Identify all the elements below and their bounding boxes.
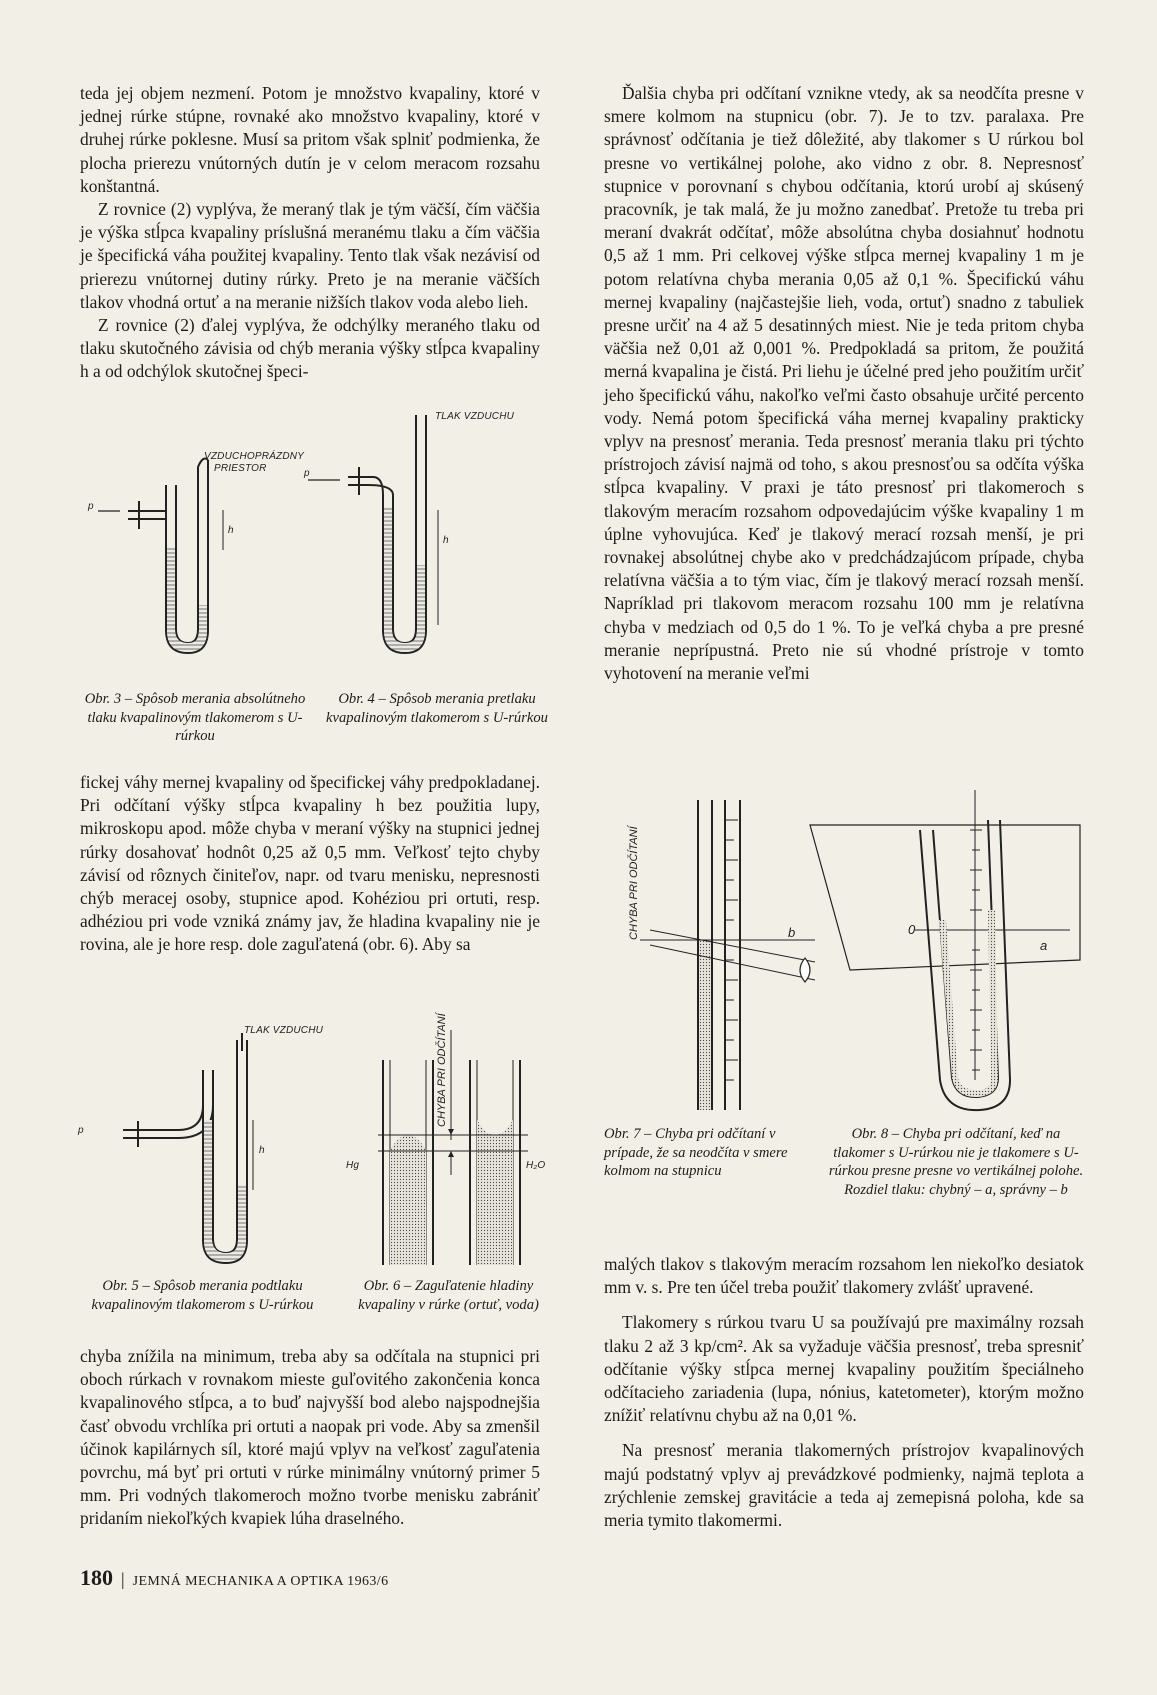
- fig6-mercury: [390, 1135, 426, 1265]
- right-column-bottom: [604, 1253, 1084, 1532]
- fig5-u-tube: [123, 1033, 253, 1263]
- paragraph: Ďalšia chyba pri odčítaní vznikne vtedy, ak sa neodčíta presne v smere kolmom na stupnicu (obr. 7). Je to tzv. paralaxa. Pre správnosť odčítania je tiež dôležité, aby tlakomer s U rúrkou bol presne vo vertikálnej polohe, ako vidno z obr. 8. Nepresnosť stupnice v porovnaní s chybou odčítania, ktorú urobí aj skúsený pracovník, je tak malá, že ju možno zanedbať. Pretože tu treba pri meraní dvakrát odčítať, môže absolútna chyba dosiahnuť hodnotu 0,5 až 1 mm. Pri celkovej výške stĺpca mernej kvapaliny 1 m je potom relatívna chyba merania 0,05 až 0,1 %. Špecifickú váhu mernej kvapaliny (najčastejšie lieh, voda, ortuť) snadno z tabuliek presne určiť na 4 až 5 desatinných miest. Nie je teda pritom chyba väčšia než 0,01 až 0,001 %. Predpokladá sa pritom, že použitá merná kvapalina je čistá. Pri liehu je účelné pred jeho použitím určiť jeho špecifickú váhu, nakoľko veľmi často obsahuje určité percento vody. Nemá potom špecifická váha mernej kvapaliny prakticky vplyv na presnosť merania. Teda presnosť merania tlaku pri týchto prístrojoch závisí najmä od toho, s akou presnosťou sa odčíta výška stĺpca kvapaliny. V praxi je táto presnosť pri tlakomeroch s tlakovým meracím rozsahom odpovedajúcim výške kvapaliny 1 m úplne vyhovujúca. Keď je tlakový merací rozsah menší, je pri rovnakej absolútnej chybe ako v predchádzajúcom prípade, chyba relatívna väčšia a to tým viac, čím je tlakový merací rozsah menší. Napríklad pri tlakovom meracom rozsahu 100 mm je relatívna chyba v medziach od 0,5 do 1 %. To je veľká chyba a pre presné meranie neprípustná. Preto nie sú vhodné prístroje v tomto vyhotovení na meranie veľmi: [604, 83, 1084, 684]
- paragraph: malých tlakov s tlakovým meracím rozsahom len niekoľko desiatok mm v. s. Pre ten účel treba použiť tlakomery zvlášť upravené.: [604, 1254, 1084, 1298]
- paragraph: Na presnosť merania tlakomerných prístrojov kvapalinových majú podstatný vplyv aj prevádzkové podmienky, najmä teplota a zrýchlenie zemskej gravitácie a teda aj zemepisná poloha, kde sa meria tymito tlakomermi.: [604, 1440, 1084, 1531]
- label-vzduchoprazdny: VZDUCHOPRÁZDNY: [204, 451, 305, 462]
- figure-3-4: [78, 411, 548, 685]
- fig3-liquid-left: [167, 547, 175, 632]
- page-footer: 180 | JEMNÁ MECHANIKA A OPTIKA 1963/6: [80, 1565, 389, 1590]
- label-h2o: H₂O: [526, 1160, 546, 1171]
- label-zero: 0: [908, 922, 916, 937]
- caption-fig4: Obr. 4 – Spôsob merania pretlaku kvapalinovým tlakomerom s U-rúrkou: [326, 691, 548, 726]
- label-b: b: [788, 925, 796, 940]
- u-tube-diagrams-3-4: [78, 415, 548, 685]
- u-tube-diagrams-5-6: [78, 1025, 548, 1275]
- label-tlak-vzduchu-lower: TLAK VZDUCHU: [244, 1025, 324, 1036]
- fig3-liquid-right: [199, 605, 207, 632]
- figure-5-6: [78, 1013, 548, 1275]
- label-p-fig5: p: [78, 1125, 84, 1136]
- right-column-top: [604, 82, 1084, 685]
- fig7-scale: [640, 820, 815, 1080]
- caption-fig7: Obr. 7 – Chyba pri odčítaní v prípade, že sa neodčíta v smere kolmom na stupnicu: [604, 1126, 788, 1179]
- journal-name: JEMNÁ MECHANIKA A OPTIKA 1963/6: [132, 1574, 389, 1589]
- caption-fig3: Obr. 3 – Spôsob merania absolútneho tlaku kvapalinovým tlakomerom s U-rúrkou: [84, 691, 306, 744]
- left-column-bottom: [80, 1345, 540, 1531]
- left-column-middle: [80, 771, 540, 957]
- fig3-u-tube: [98, 459, 208, 653]
- caption-fig8: Obr. 8 – Chyba pri odčítaní, keď na tlakomer s U-rúrkou nie je tlakomere s U-rúrkou presne presne vo vertikálnej polohe. Rozdiel tlaku: chybný – a, správny – b: [828, 1126, 1084, 1198]
- fig4-liquid-left: [384, 507, 392, 631]
- fig5-liquid-right: [238, 1185, 246, 1241]
- figure-7-8: [600, 790, 1090, 1120]
- paragraph: Tlakomery s rúrkou tvaru U sa používajú pre maximálny rozsah tlaku 2 až 3 kp/cm². Ak sa vyžaduje väčšia presnosť, treba spresniť odčítanie výšky stĺpca mernej kvapaliny použitím špeciálneho odčítacieho zariadenia (lupa, nónius, katetometer), ktorým možno znížiť relatívnu chybu až na 0,01 %.: [604, 1312, 1084, 1426]
- caption-fig6: Obr. 6 – Zaguľatenie hladiny kvapaliny v rúrke (ortuť, voda): [358, 1278, 539, 1313]
- label-h-fig4: h: [443, 535, 449, 546]
- label-h-fig3: h: [228, 525, 234, 536]
- label-tlak-vzduchu: TLAK VZDUCHU: [435, 411, 515, 422]
- label-hg: Hg: [346, 1160, 360, 1171]
- fig6-water: [477, 1120, 513, 1265]
- paragraph: Z rovnice (2) vyplýva, že meraný tlak je tým väčší, čím väčšia je výška stĺpca kvapaliny príslušná meranému tlaku a čím väčšia je špecifická váha použitej kvapaliny. Tento tlak však nezávisí od prierezu vnútornej dutiny rúrky. Preto je na meranie väčších tlakov vhodná ortuť a na meranie nižších tlakov voda alebo lieh.: [80, 199, 540, 312]
- label-p-fig3: p: [88, 501, 94, 512]
- label-priestor: PRIESTOR: [214, 463, 267, 474]
- caption-fig5: Obr. 5 – Spôsob merania podtlaku kvapalinovým tlakomerom s U-rúrkou: [91, 1278, 314, 1313]
- page-number: 180: [80, 1565, 113, 1590]
- paragraph: Z rovnice (2) ďalej vyplýva, že odchýlky meraného tlaku od tlaku skutočného závisia od chýb merania výšky stĺpca kvapaliny h a od odchýlok skutočnej špeci-: [80, 315, 540, 382]
- label-chyba-pri-odcitani-fig6: CHYBA PRI ODČÍTANÍ: [436, 1013, 448, 1127]
- paragraph: fickej váhy mernej kvapaliny od špecifickej váhy predpokladanej. Pri odčítaní výšky stĺpca kvapaliny h bez použitia lupy, mikroskopu apod. môže chyba v meraní výšky na stupnici jednej rúrky dosahovať hodnôt 0,25 až 0,5 mm. Veľkosť tejto chyby závisí od rôznych činiteľov, napr. od tvaru menisku, nepresnosti chýb meracej osoby, stupnice apod. Kohéziou pri ortuti, resp. adhéziou pri vode vzniká známy jav, že hladina kvapaliny nie je rovina, ale je hore resp. dole zaguľatená (obr. 6). Aby sa: [80, 772, 540, 955]
- label-a: a: [1040, 938, 1048, 953]
- label-h-fig5: h: [259, 1145, 265, 1156]
- fig8-scale: [970, 830, 982, 1070]
- paragraph: teda jej objem nezmení. Potom je množstvo kvapaliny, ktoré v jednej rúrke stúpne, rovnaké ako množstvo kvapaliny, ktoré v druhej rúrke poklesne. Musí sa pritom však splniť podmienka, že plocha prierezu vnútorných dutín je v celom meracom rozsahu konštantná.: [80, 83, 540, 196]
- label-p-fig4: p: [304, 468, 310, 479]
- parallax-and-tilt-diagrams: [600, 790, 1090, 1120]
- fig4-liquid-right: [417, 565, 425, 631]
- left-column-top: [80, 82, 540, 384]
- label-chyba-pri-odcitani-fig7: CHYBA PRI ODČÍTANÍ: [628, 826, 640, 940]
- paragraph: chyba znížila na minimum, treba aby sa odčítala na stupnici pri oboch rúrkach v rovnakom mieste guľovitého zakončenia konca kvapalinového stĺpca, a to buď najvyšší bod alebo najspodnejšia časť obvodu vrchlíka pri ortuti a naopak pri vode. Aby sa zmenšil účinok kapilárnych síl, ktoré majú vplyv na veľkosť zaguľatenia povrchu, má byť pri ortuti v rúrke minimálny vnútorný primer 5 mm. Pri vodných tlakomeroch možno tvorbe menisku zabrániť pridaním niekoľkých kvapiek lúha draselného.: [80, 1346, 540, 1529]
- fig5-liquid-left: [204, 1120, 212, 1241]
